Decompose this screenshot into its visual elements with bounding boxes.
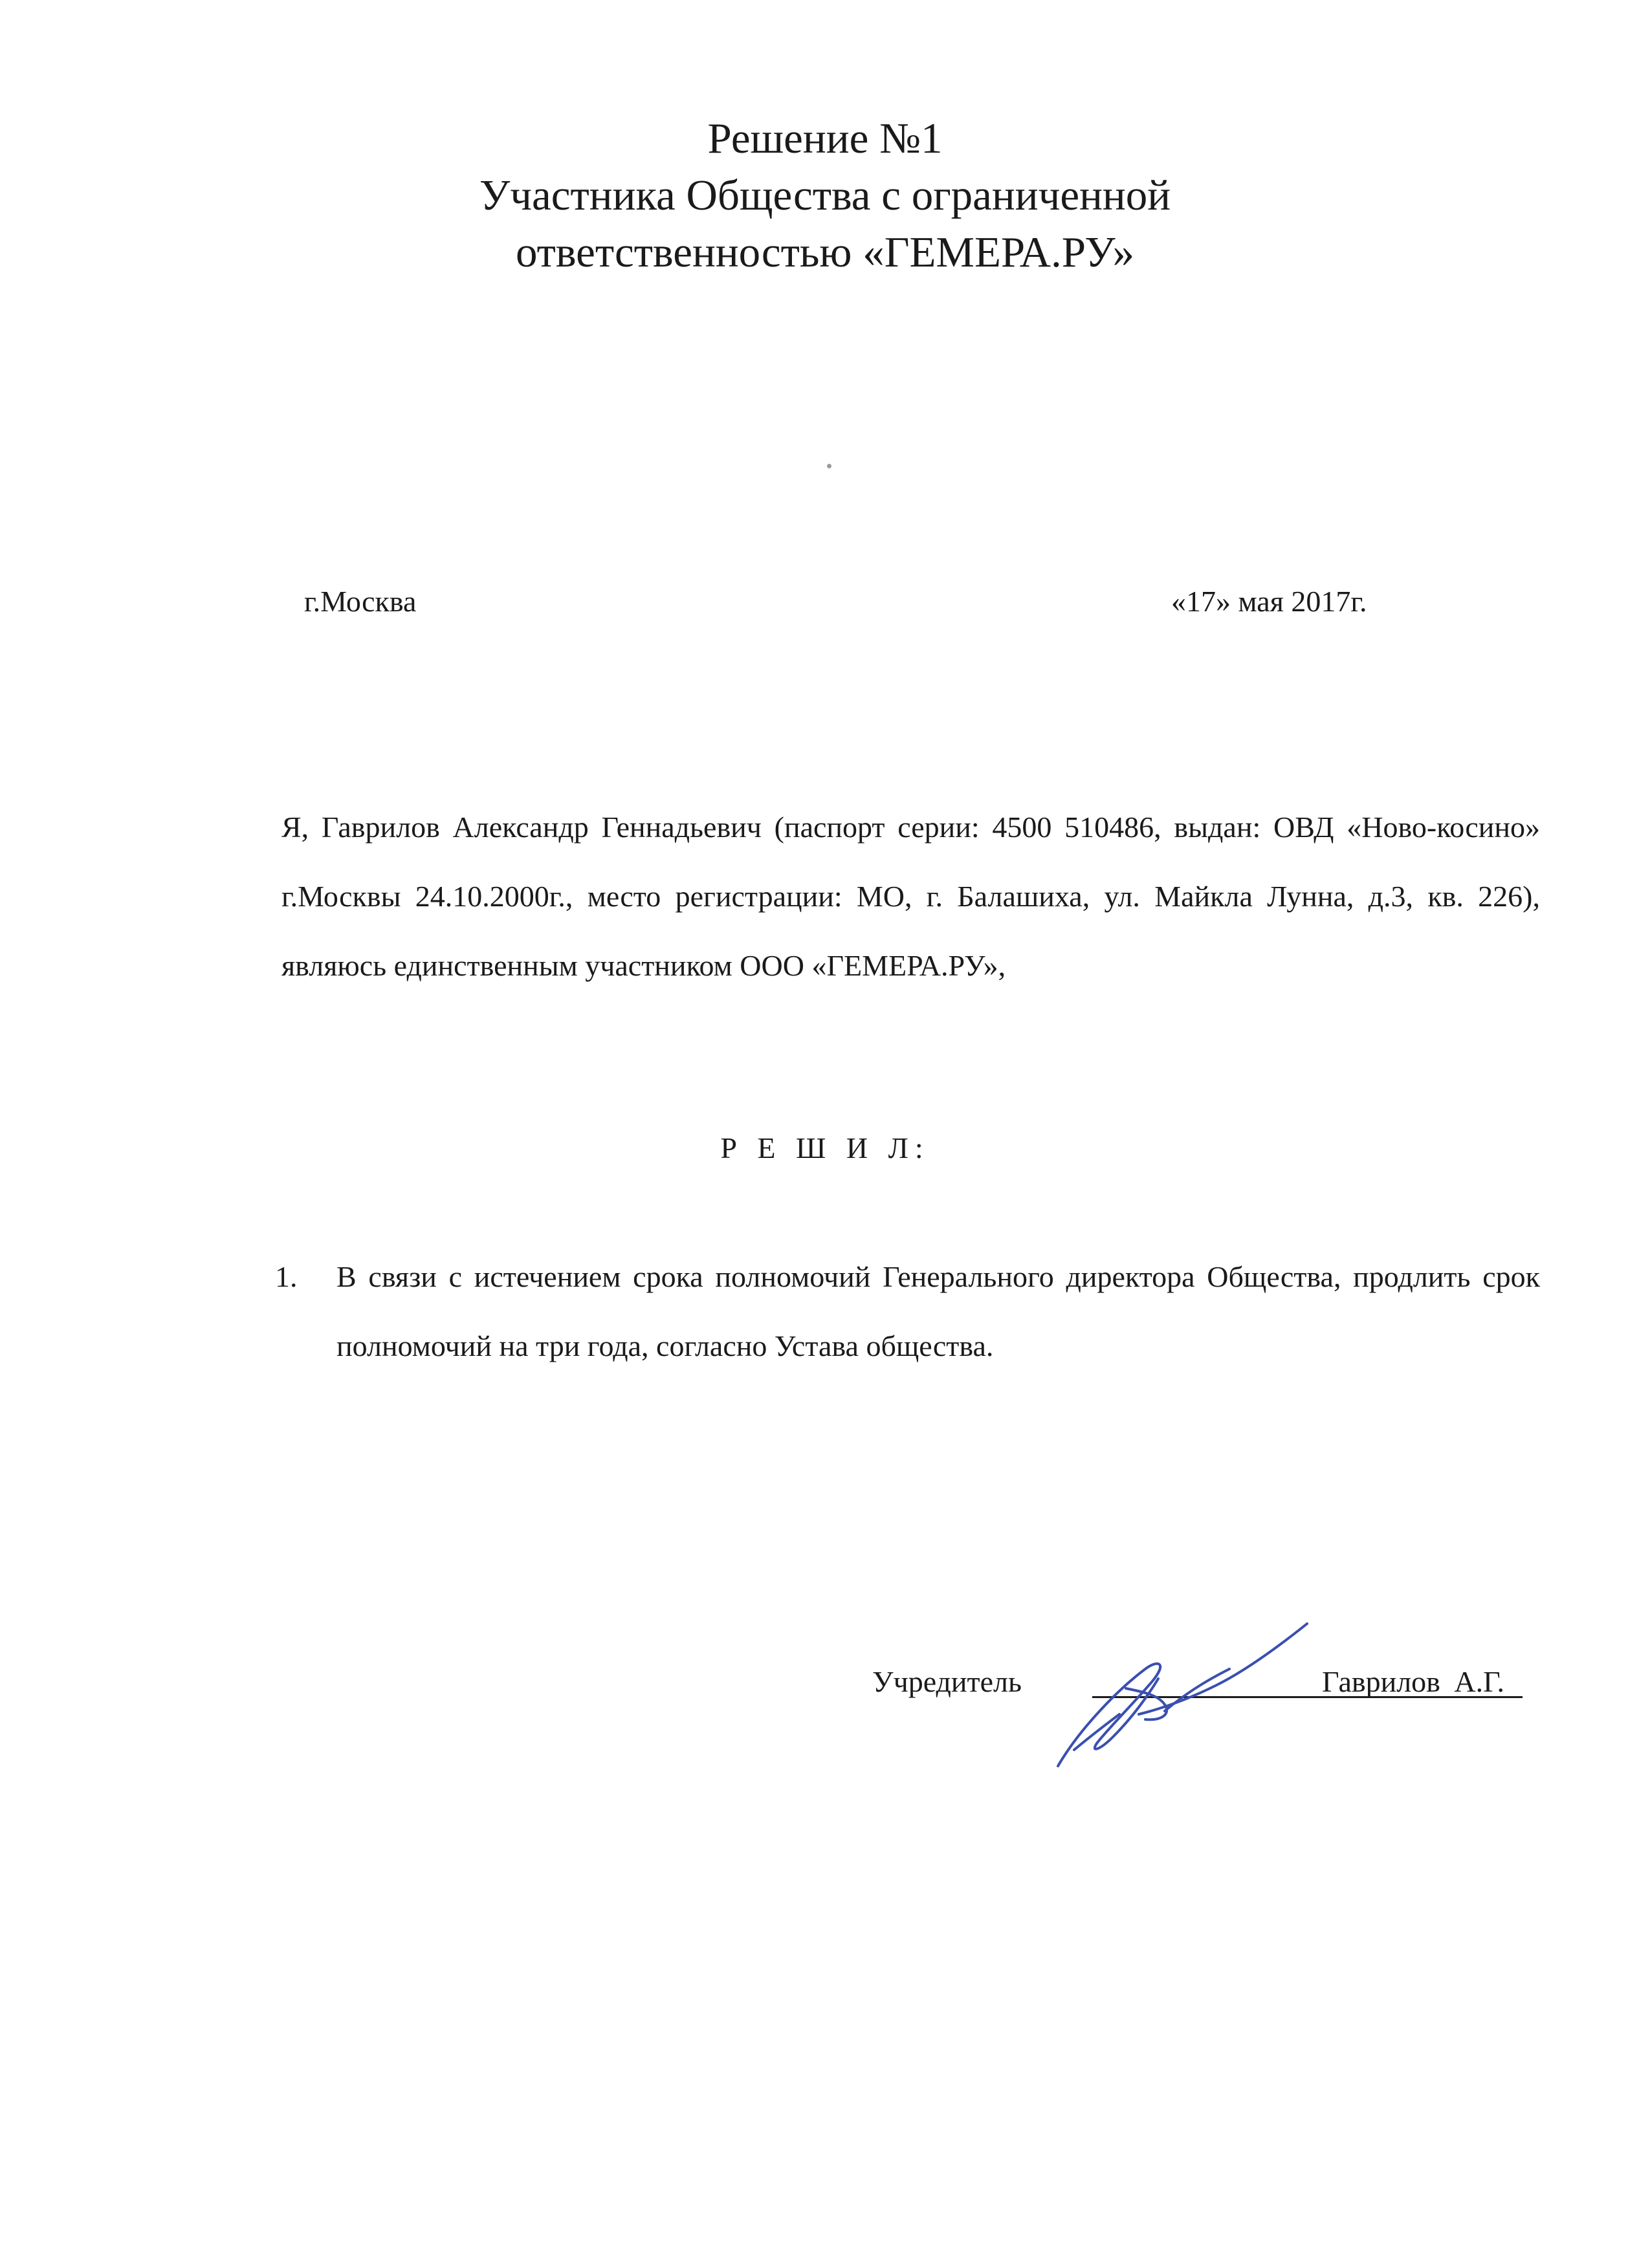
signature-strokes xyxy=(1058,1624,1307,1766)
list-item-text: В связи с истечением срока полномочий Генерального директора Общества, продлить срок полномочий на три года, согласно Устава общества. xyxy=(336,1260,1540,1362)
signature-stroke xyxy=(1165,1669,1229,1711)
signature-stroke xyxy=(1139,1624,1307,1714)
scan-speck xyxy=(827,464,831,468)
list-item-number: 1. xyxy=(275,1260,298,1293)
decided-heading: Р Е Ш И Л: xyxy=(720,1131,930,1164)
signatory-name: Гаврилов А.Г. xyxy=(1322,1665,1505,1698)
title-line-3: ответственностью «ГЕМЕРА.РУ» xyxy=(515,228,1135,276)
title-line-1: Решение №1 xyxy=(707,114,943,162)
title-line-2: Участника Общества с ограниченной xyxy=(479,171,1171,219)
intro-paragraph xyxy=(281,792,1540,1000)
document-title xyxy=(0,110,1650,281)
intro-text: Я, Гаврилов Александр Геннадьевич (паспорт серии: 4500 510486, выдан: ОВД «Ново-косино» г.Москвы 24.10.2000г., место регистрации: МО, г. Балашиха, ул. Майкла Лунна, д.3, кв. 226), являюсь единственным участником ООО «ГЕМЕРА.РУ», xyxy=(281,811,1540,982)
city: г.Москва xyxy=(304,585,417,618)
handwritten-signature xyxy=(1035,1617,1326,1772)
document-date: «17» мая 2017г. xyxy=(1171,585,1367,618)
signatory-role: Учредитель xyxy=(872,1665,1022,1698)
